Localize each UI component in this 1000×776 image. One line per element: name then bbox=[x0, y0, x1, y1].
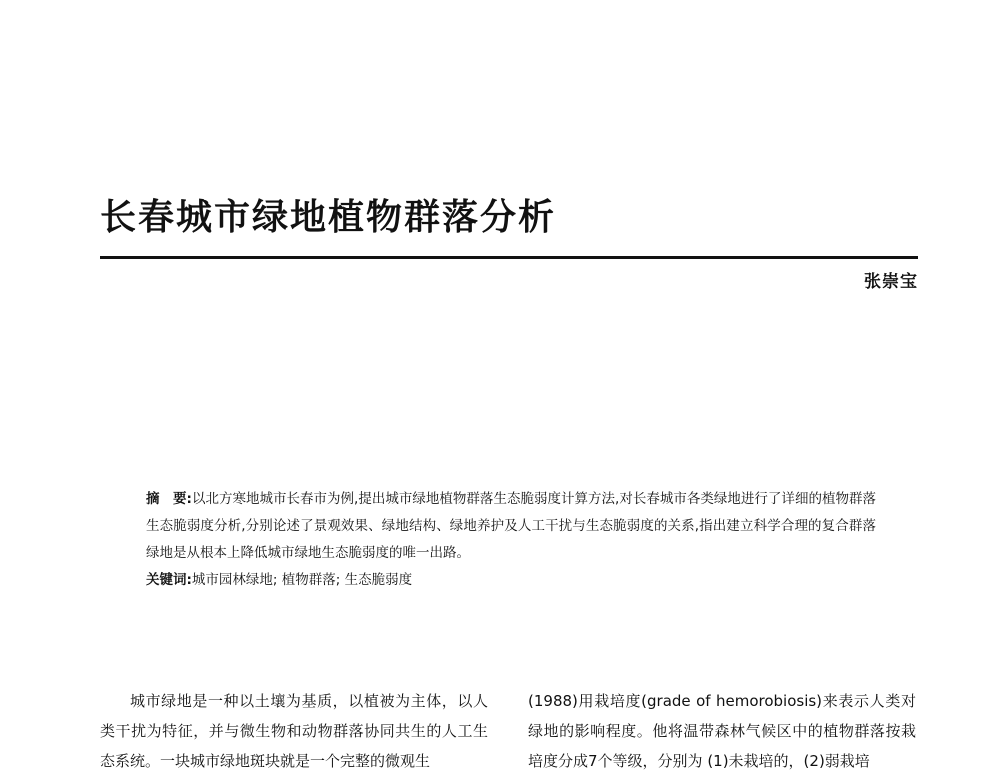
keywords-text: 城市园林绿地; 植物群落; 生态脆弱度 bbox=[191, 572, 413, 588]
body-paragraph: 城市绿地是一种以土壤为基质，以植被为主体，以人类干扰为特征，并与微生物和动物群落协同共生的人工生态系统。一块城市绿地斑块就是一个完整的微观生 bbox=[100, 692, 488, 770]
abstract-text: 以北方寒地城市长春市为例,提出城市绿地植物群落生态脆弱度计算方法,对长春城市各类绿地进行了详细的植物群落生态脆弱度分析,分别论述了景观效果、绿地结构、绿地养护及人工干扰与生态脆弱度的关系,指出建立科学合理的复合群落绿地是从根本上降低城市绿地生态脆弱度的唯一出路。 bbox=[146, 491, 876, 561]
body-column-left bbox=[100, 686, 488, 776]
keywords-label: 关键词: bbox=[146, 572, 192, 588]
abstract-label: 摘 要: bbox=[146, 491, 192, 507]
body-column-right bbox=[528, 686, 916, 776]
author-name: 张崇宝 bbox=[864, 272, 918, 292]
keywords bbox=[146, 567, 876, 594]
title-divider bbox=[100, 256, 918, 259]
abstract bbox=[146, 486, 876, 567]
article-title: 长春城市绿地植物群落分析 bbox=[100, 197, 557, 238]
body-paragraph-continued: (1988)用栽培度(grade of hemorobiosis)来表示人类对绿地的影响程度。他将温带森林气候区中的植物群落按栽培度分成7个等级，分别为 (1)未栽培的，(2)弱栽培 bbox=[528, 692, 916, 770]
